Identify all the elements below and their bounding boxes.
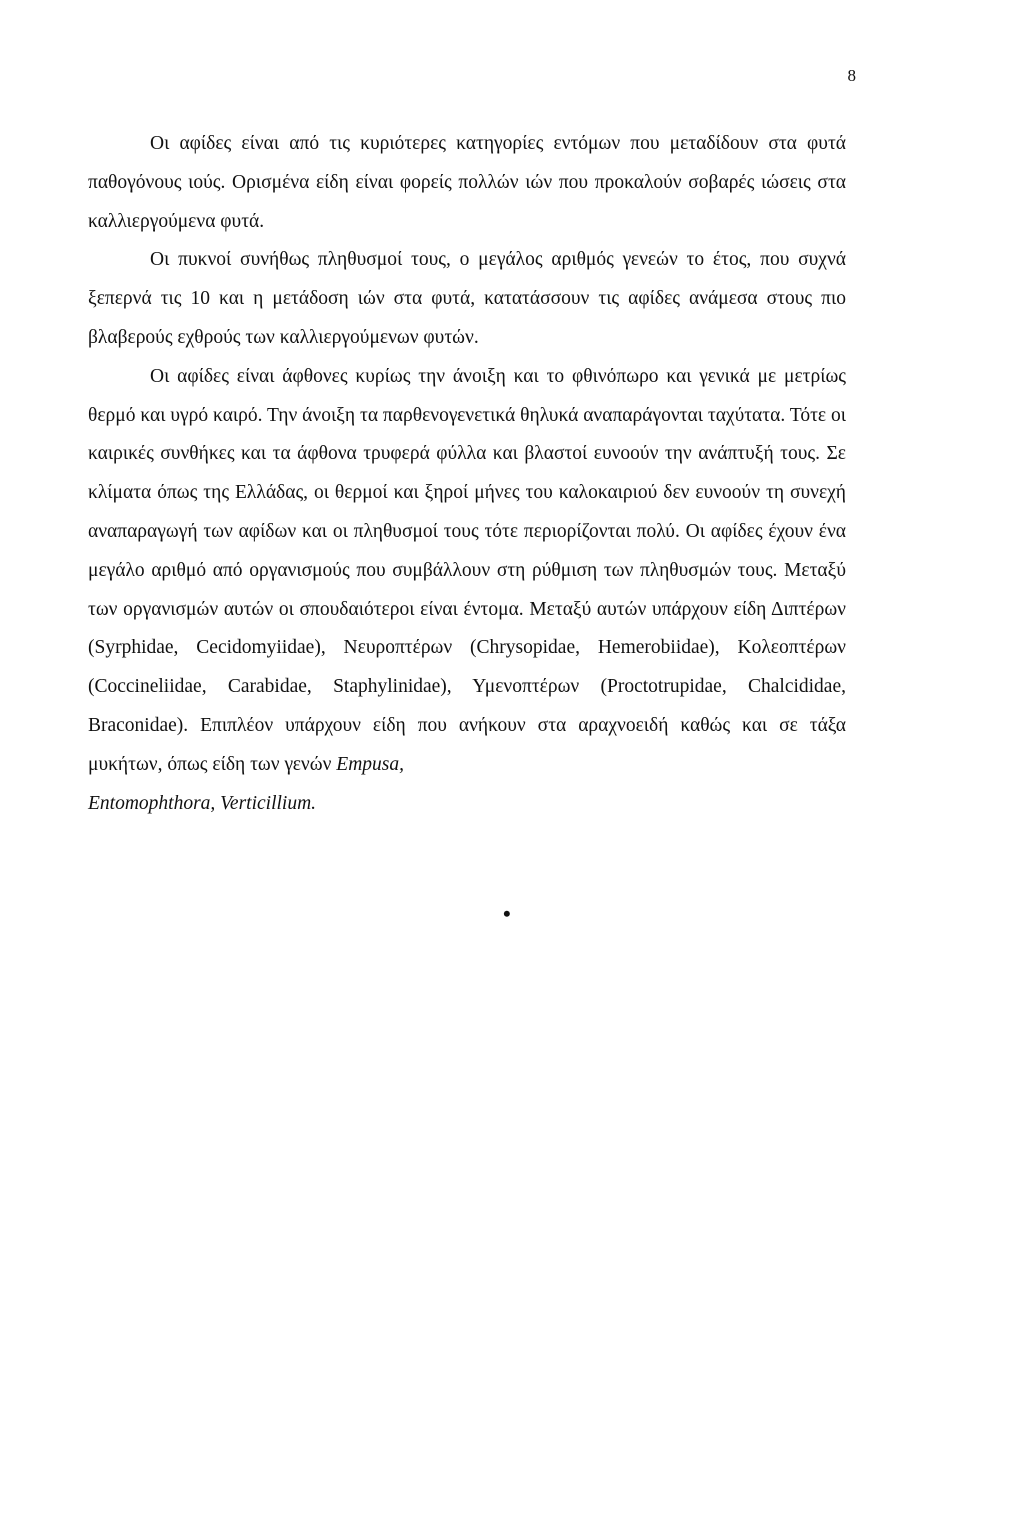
document-body [88, 125, 846, 823]
paragraph-aphid-populations: Οι πυκνοί συνήθως πληθυσμοί τους, ο μεγάλος αριθμός γενεών το έτος, που συχνά ξεπερνά τις 10 και η μετάδοση ιών στα φυτά, κατατάσσουν τις αφίδες ανάμεσα στους πιο βλαβερούς εχθρούς των καλλιεργούμενων φυτών. [88, 249, 846, 348]
page-number: 8 [847, 66, 856, 85]
genus-empusa: Empusa, [336, 753, 404, 775]
paragraph-aphid-natural-enemies-text: Οι αφίδες είναι άφθονες κυρίως την άνοιξη και το φθινόπωρο και γενικά με μετρίως θερμό και υγρό καιρό. Την άνοιξη τα παρθενογενετικά θηλυκά αναπαράγονται ταχύτατα. Τότε οι καιρικές συνθήκες και τα άφθονα τρυφερά φύλλα και βλαστοί ευνοούν την ανάπτυξή τους. Σε κλίματα όπως της Ελλάδας, οι θερμοί και ξηροί μήνες του καλοκαιριού δεν ευνοούν τη συνεχή αναπαραγωγή των αφίδων και οι πληθυσμοί τους τότε περιορίζονται πολύ. Οι αφίδες έχουν ένα μεγάλο αριθμό από οργανισμούς που συμβάλλουν στη ρύθμιση των πληθυσμών τους. Μεταξύ των οργανισμών αυτών οι σπουδαιότεροι είναι έντομα. Μεταξύ αυτών υπάρχουν είδη Διπτέρων (Syrphidae, Cecidomyiidae), Νευροπτέρων (Chrysopidae, Hemerobiidae), Κολεοπτέρων (Coccineliidae, Carabidae, Staphylinidae), Υμενοπτέρων (Proctotrupidae, Chalcididae, Braconidae). Επιπλέον υπάρχουν είδη που ανήκουν στα αραχνοειδή καθώς και σε τάξα μυκήτων, όπως είδη των γενών [88, 365, 846, 775]
genera-entomophthora-verticillium: Entomophthora, Verticillium. [88, 792, 317, 814]
paragraph-aphid-natural-enemies [88, 358, 846, 824]
stray-ink-mark: • [503, 901, 511, 926]
paragraph-aphids-viruses: Οι αφίδες είναι από τις κυριότερες κατηγορίες εντόμων που μεταδίδουν στα φυτά παθογόνους ιούς. Ορισμένα είδη είναι φορείς πολλών ιών που προκαλούν σοβαρές ιώσεις στα καλλιεργούμενα φυτά. [88, 133, 846, 232]
